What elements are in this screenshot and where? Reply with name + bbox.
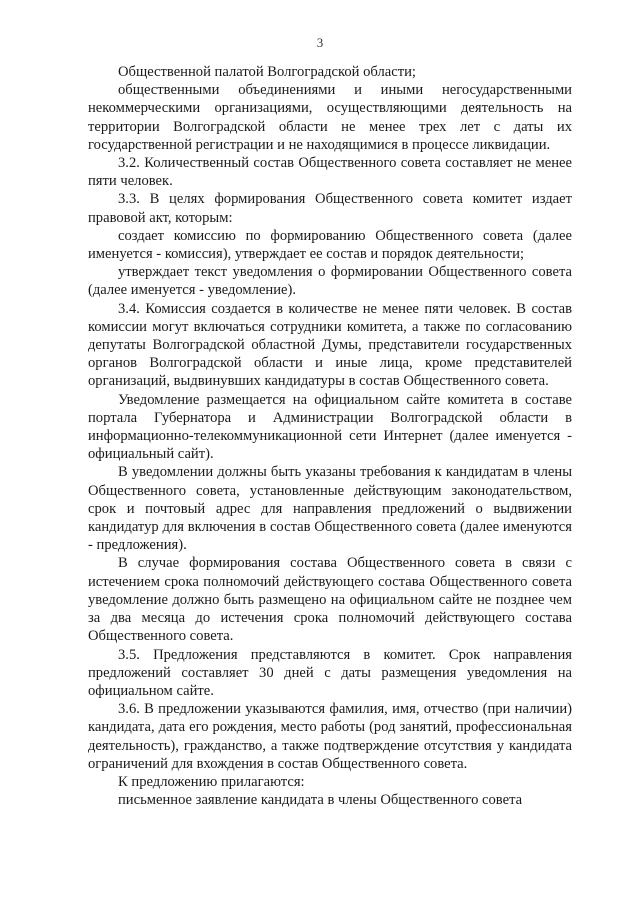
paragraph: общественными объединениями и иными негосударственными некоммерческими организациями, осуществляющими деятельность на территории Волгоградской области не менее трех лет с даты их государственной регистрации и не находящимися в процессе ликвидации. bbox=[88, 82, 572, 153]
paragraph: К предложению прилагаются: bbox=[118, 773, 305, 790]
page-number: 3 bbox=[316, 35, 324, 50]
paragraph: 3.6. В предложении указываются фамилия, имя, отчество (при наличии) кандидата, дата его рождения, место работы (род занятий, профессиональная деятельность), гражданство, а также подтверждение отсутствия у кандидата ограничений для вхождения в состав Общественного совета. bbox=[88, 701, 572, 772]
paragraph: письменное заявление кандидата в члены Общественного совета bbox=[118, 792, 523, 809]
document-body bbox=[88, 63, 572, 809]
paragraph: 3.5. Предложения представляются в комитет. Срок направления предложений составляет 30 дней с даты размещения уведомления на официальном сайте. bbox=[88, 646, 572, 699]
paragraph: утверждает текст уведомления о формировании Общественного совета (далее именуется - уведомление). bbox=[88, 264, 572, 299]
paragraph: 3.4. Комиссия создается в количестве не менее пяти человек. В состав комиссии могут включаться сотрудники комитета, а также по согласованию депутаты Волгоградской областной Думы, представители государственных органов Волгоградской области и иные лица, кроме представителей организаций, выдвинувших кандидатуры в состав Общественного совета. bbox=[88, 300, 572, 390]
paragraph: В случае формирования состава Общественного совета в связи с истечением срока полномочий действующего состава Общественного совета уведомление должно быть размещено на официальном сайте не позднее чем за два месяца до истечения срока полномочий действующего состава Общественного совета. bbox=[88, 555, 572, 645]
paragraph: 3.2. Количественный состав Общественного совета составляет не менее пяти человек. bbox=[88, 155, 572, 190]
paragraph: 3.3. В целях формирования Общественного совета комитет издает правовой акт, которым: bbox=[88, 191, 572, 226]
paragraph: создает комиссию по формированию Общественного совета (далее именуется - комиссия), утверждает ее состав и порядок деятельности; bbox=[88, 227, 572, 263]
paragraph: Уведомление размещается на официальном сайте комитета в составе портала Губернатора и Администрации Волгоградской области в информационно-телекоммуникационной сети Интернет (далее именуется - официальный сайт). bbox=[88, 391, 572, 463]
paragraph: Общественной палатой Волгоградской области; bbox=[118, 64, 416, 80]
paragraph: В уведомлении должны быть указаны требования к кандидатам в члены Общественного совета, установленные действующим законодательством, срок и почтовый адрес для направления предложений о выдвижении кандидатур для включения в состав Общественного совета (далее именуются - предложения). bbox=[88, 464, 572, 554]
